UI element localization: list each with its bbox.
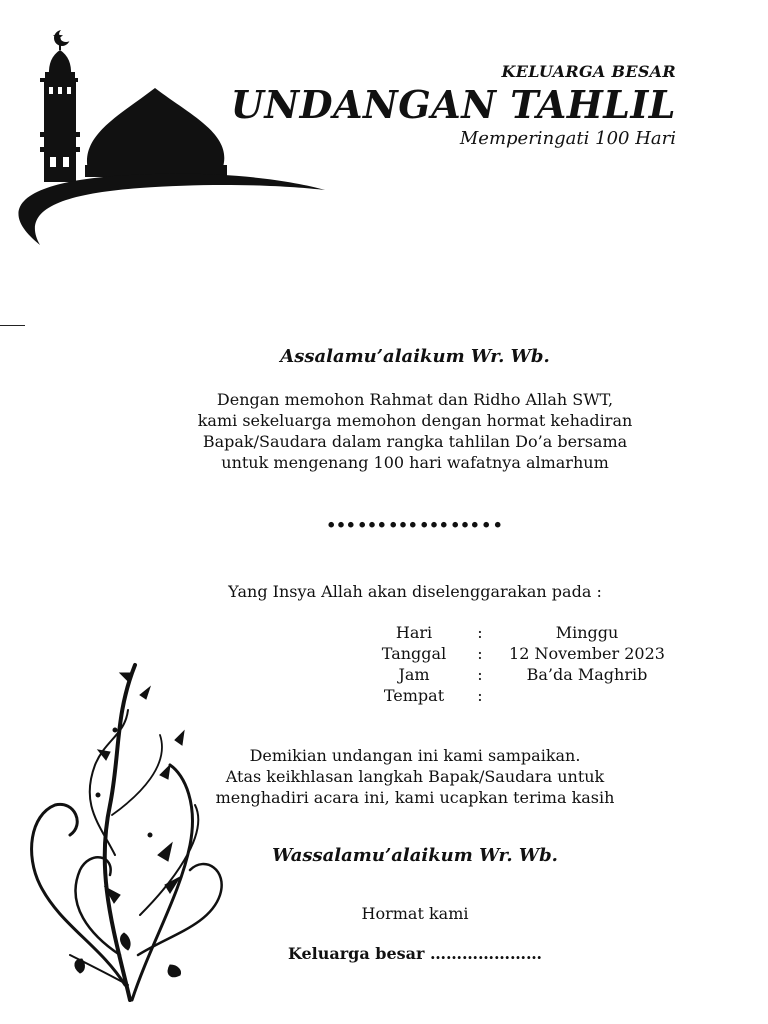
- detail-colon: :: [477, 644, 483, 663]
- detail-value: Minggu: [555, 623, 619, 642]
- deceased-name-placeholder: ……………..: [326, 500, 504, 535]
- event-intro: Yang Insya Allah akan diselenggarakan pada :: [228, 582, 602, 601]
- detail-label: Hari: [395, 623, 433, 642]
- body-line: kami sekeluarga memohon dengan hormat kehadiran: [197, 411, 633, 430]
- invitation-title: UNDANGAN TAHLIL: [230, 82, 676, 127]
- invitation-body: [0, 389, 768, 473]
- detail-value: Ba’da Maghrib: [526, 665, 648, 684]
- event-details: [360, 622, 682, 706]
- closing-line: Atas keikhlasan langkah Bapak/Saudara untuk: [225, 767, 605, 786]
- commemoration-subtitle: Memperingati 100 Hari: [459, 128, 676, 149]
- closing-line: Demikian undangan ini kami sampaikan.: [249, 746, 581, 765]
- detail-value: 12 November 2023: [509, 644, 665, 663]
- family-heading: KELUARGA BESAR: [501, 62, 676, 81]
- opening-greeting: Assalamu’alaikum Wr. Wb.: [280, 346, 550, 367]
- detail-label: Tanggal: [381, 644, 447, 663]
- body-line: Dengan memohon Rahmat dan Ridho Allah SWT,: [216, 390, 614, 409]
- detail-row-time: [360, 664, 682, 685]
- detail-label: Jam: [398, 665, 430, 684]
- body-line: Bapak/Saudara dalam rangka tahlilan Do’a bersama: [202, 432, 628, 451]
- detail-label: Tempat: [383, 686, 445, 705]
- signature: Keluarga besar …………………: [287, 944, 543, 963]
- closing-line: menghadiri acara ini, kami ucapkan terima kasih: [215, 788, 615, 807]
- detail-row-place: [360, 685, 682, 706]
- detail-colon: :: [477, 686, 483, 705]
- divider-line: [0, 325, 25, 326]
- regards-text: Hormat kami: [361, 904, 469, 923]
- mosque-icon: [0, 20, 330, 250]
- body-line: untuk mengenang 100 hari wafatnya almarhum: [221, 453, 609, 472]
- detail-colon: :: [477, 623, 483, 642]
- closing-paragraph: [0, 745, 768, 808]
- detail-row-date: [360, 643, 682, 664]
- detail-row-day: [360, 622, 682, 643]
- detail-colon: :: [477, 665, 483, 684]
- closing-greeting: Wassalamu’alaikum Wr. Wb.: [272, 845, 558, 866]
